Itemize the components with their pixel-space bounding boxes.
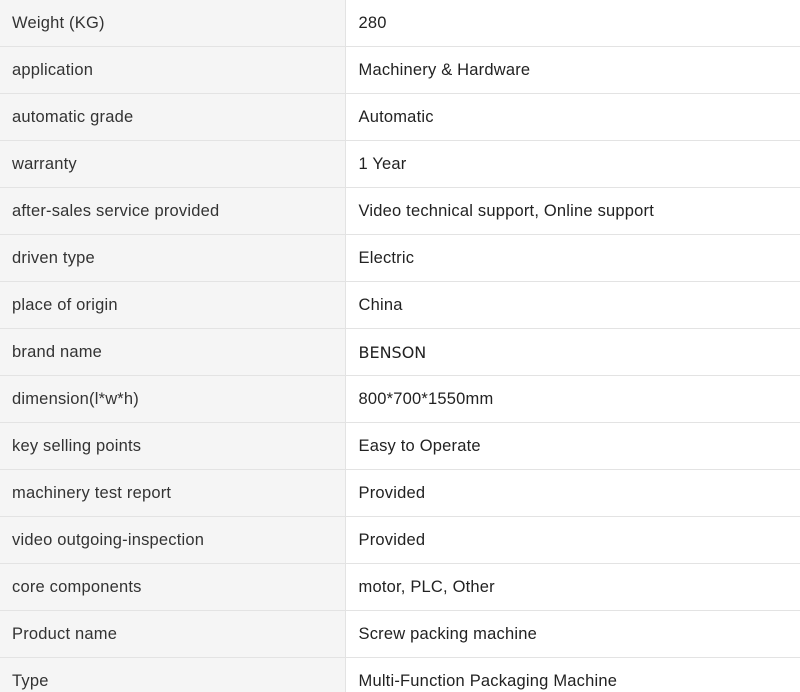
spec-value: Provided: [345, 517, 800, 564]
spec-value: Automatic: [345, 94, 800, 141]
spec-value: Electric: [345, 235, 800, 282]
spec-value: Screw packing machine: [345, 611, 800, 658]
spec-key: Product name: [0, 611, 345, 658]
spec-value: Multi-Function Packaging Machine: [345, 658, 800, 692]
table-row: [0, 235, 800, 282]
spec-key: Type: [0, 658, 345, 692]
spec-value: motor, PLC, Other: [345, 564, 800, 611]
table-row: [0, 611, 800, 658]
table-row: [0, 423, 800, 470]
table-row: [0, 329, 800, 376]
spec-value: Provided: [345, 470, 800, 517]
spec-key: automatic grade: [0, 94, 345, 141]
table-row: [0, 517, 800, 564]
table-row: [0, 188, 800, 235]
spec-key: brand name: [0, 329, 345, 376]
spec-key: machinery test report: [0, 470, 345, 517]
spec-key: driven type: [0, 235, 345, 282]
table-row: [0, 141, 800, 188]
spec-key: key selling points: [0, 423, 345, 470]
spec-key: warranty: [0, 141, 345, 188]
spec-key: video outgoing-inspection: [0, 517, 345, 564]
table-row: [0, 94, 800, 141]
table-row: [0, 658, 800, 692]
spec-value: Video technical support, Online support: [345, 188, 800, 235]
table-row: [0, 0, 800, 47]
spec-value: 280: [345, 0, 800, 47]
table-row: [0, 376, 800, 423]
table-row: [0, 282, 800, 329]
spec-key: after-sales service provided: [0, 188, 345, 235]
spec-key: core components: [0, 564, 345, 611]
spec-value: China: [345, 282, 800, 329]
spec-key: Weight (KG): [0, 0, 345, 47]
spec-key: place of origin: [0, 282, 345, 329]
table-row: [0, 47, 800, 94]
spec-key: application: [0, 47, 345, 94]
spec-value: BENSON: [345, 329, 800, 376]
spec-value: Machinery & Hardware: [345, 47, 800, 94]
table-row: [0, 470, 800, 517]
spec-value: 1 Year: [345, 141, 800, 188]
table-row: [0, 564, 800, 611]
spec-value: 800*700*1550mm: [345, 376, 800, 423]
spec-value: Easy to Operate: [345, 423, 800, 470]
spec-key: dimension(l*w*h): [0, 376, 345, 423]
